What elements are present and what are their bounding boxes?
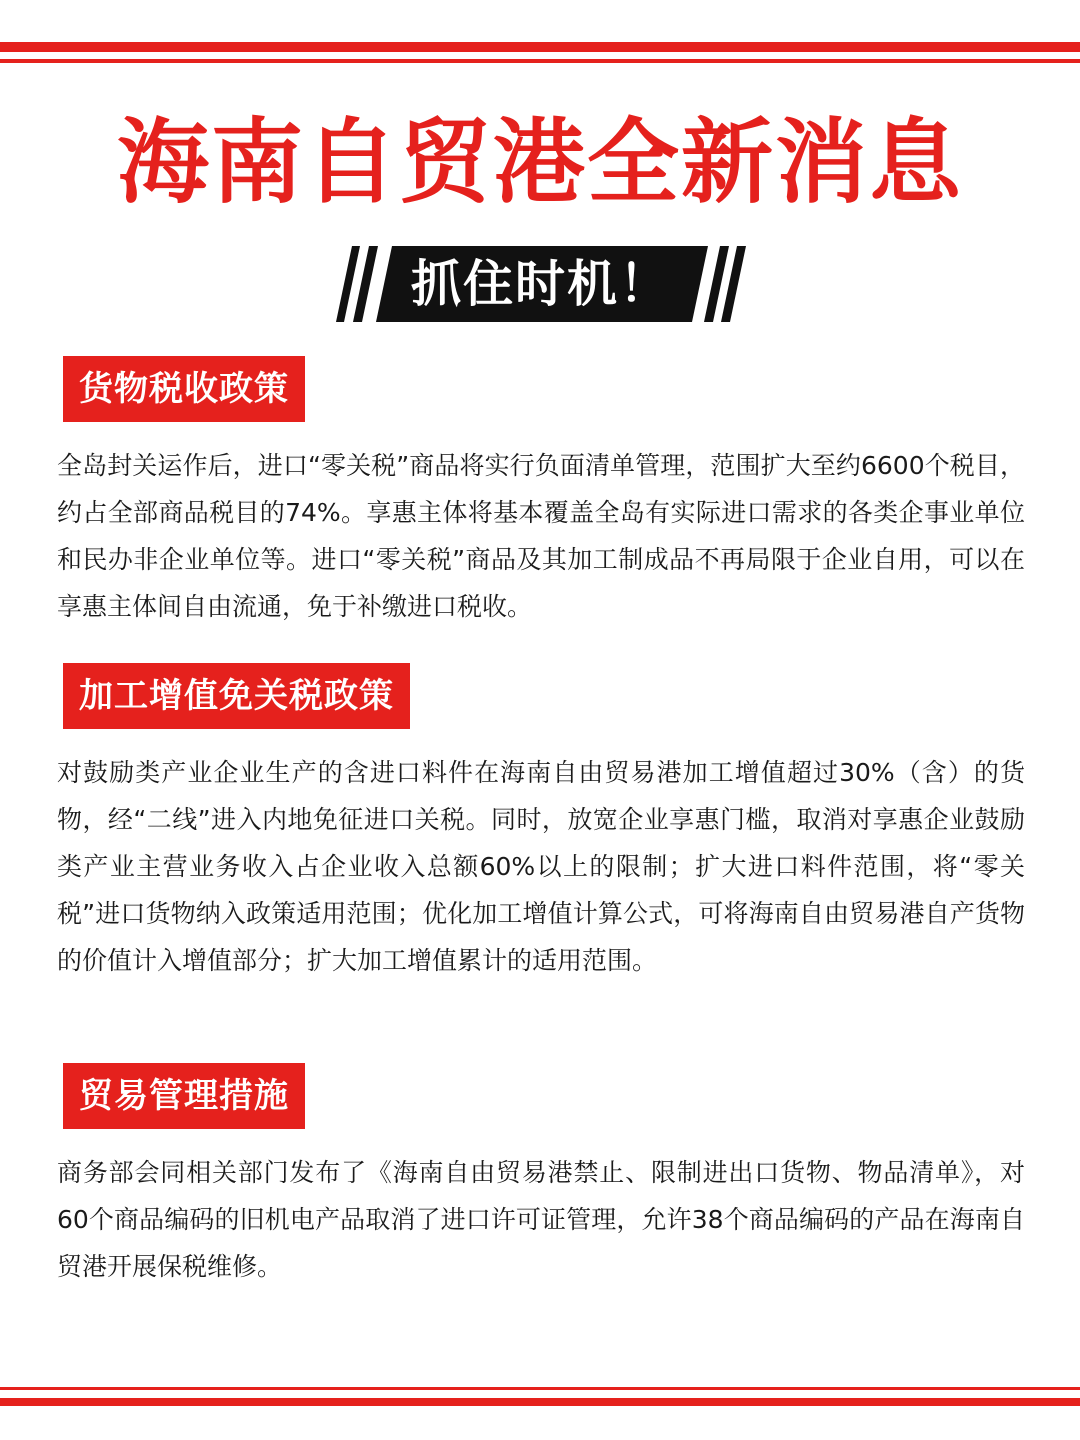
top-red-stripe <box>0 42 1080 52</box>
subtitle-banner <box>336 246 746 322</box>
bottom-red-thin-stripe <box>0 1387 1080 1390</box>
bottom-red-stripe <box>0 1398 1080 1406</box>
section-label-trade-management: 贸易管理措施 <box>63 1063 305 1129</box>
section-body-goods-tax: 全岛封关运作后，进口“零关税”商品将实行负面清单管理，范围扩大至约6600个税目，约占全部商品税目的74%。享惠主体将基本覆盖全岛有实际进口需求的各类企事业单位和民办非企业单位等。进口“零关税”商品及其加工制成品不再局限于企业自用，可以在享惠主体间自由流通，免于补缴进口税收。 <box>57 451 1025 621</box>
banner-text: 抓住时机！ <box>411 255 671 313</box>
page-title: 海南自贸港全新消息 <box>116 109 963 216</box>
section-body-trade-management: 商务部会同相关部门发布了《海南自由贸易港禁止、限制进出口货物、物品清单》，对60个商品编码的旧机电产品取消了进口许可证管理，允许38个商品编码的产品在海南自贸港开展保税维修。 <box>57 1158 1025 1281</box>
section-body-processing-tax: 对鼓励类产业企业生产的含进口料件在海南自由贸易港加工增值超过30%（含）的货物，经“二线”进入内地免征进口关税。同时，放宽企业享惠门槛，取消对享惠企业鼓励类产业主营业务收入占企业收入总额60%以上的限制；扩大进口料件范围，将“零关税”进口货物纳入政策适用范围；优化加工增值计算公式，可将海南自由贸易港自产货物的价值计入增值部分；扩大加工增值累计的适用范围。 <box>57 758 1025 975</box>
section-label-processing-tax: 加工增值免关税政策 <box>63 663 410 729</box>
section-label-goods-tax: 货物税收政策 <box>63 356 305 422</box>
top-red-thin-stripe <box>0 59 1080 63</box>
